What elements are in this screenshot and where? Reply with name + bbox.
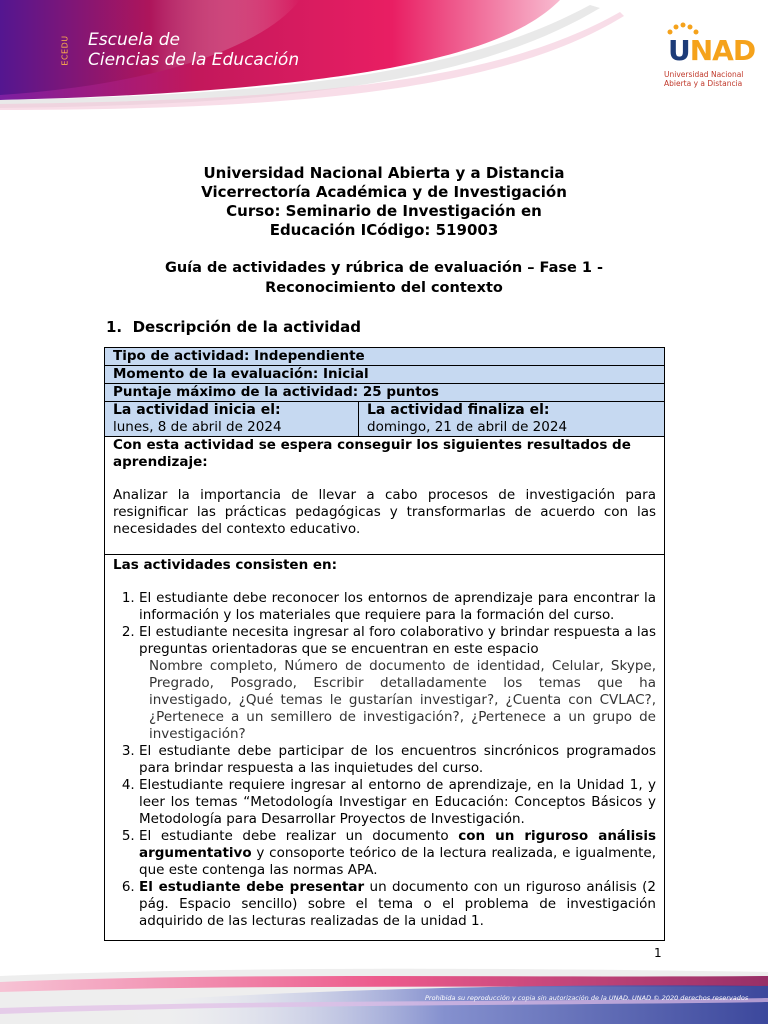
footer-banner-graphic [0,962,768,1024]
momento-cell: Momento de la evaluación: Inicial [105,366,665,384]
unad-subtitle-line2: Abierta y a Distancia [664,79,743,88]
guide-title [104,258,664,298]
list-item [139,590,656,624]
tipo-cell: Tipo de actividad: Independiente [105,348,665,366]
activity-2-questions: Nombre completo, Número de documento de identidad, Celular, Skype, Pregrado, Posgrado, Escribir detalladamente los temas que ha investigado, ¿Qué temas le gustarían investigar?, ¿Cuenta con CVLAC?, ¿Pertenece a un semillero de investigación?, ¿Pertenece a un grupo de investigación? [149,658,656,742]
section-heading [106,318,361,336]
activity-5-text-a: El estudiante debe realizar un documento [139,828,459,844]
activity-5-text-bold: con un riguroso análisis argumentativo [139,828,656,861]
table-row [105,348,665,366]
title-line4: Educación ICódigo: 519003 [269,221,499,239]
resultados-text: Analizar la importancia de llevar a cabo procesos de investigación para resignificar las prácticas pedagógicas y transformarlas de acuerdo con las necesidades del contexto educativo. [113,487,656,537]
ecedu-tag [62,32,76,72]
table-row [105,555,665,941]
title-line2: Vicerrectoría Académica y de Investigación [201,183,567,201]
finaliza-cell [359,402,665,437]
school-name-line1: Escuela de [88,30,180,50]
list-item [139,624,656,743]
list-item [139,777,656,828]
unad-subtitle [664,70,743,88]
school-name [88,30,299,70]
unad-wordmark-u: U [668,34,690,67]
activity-4-text: Elestudiante requiere ingresar al entorno de aprendizaje, en la Unidad 1, y leer los temas “Metodología Investigar en Educación: Conceptos Básicos y Metodología para Desarrollar Proyectos de Investigación. [139,777,656,827]
table-row [105,437,665,555]
activities-list [113,590,656,930]
table-row [105,402,665,437]
table-row [105,384,665,402]
inicia-cell [105,402,359,437]
inicia-label: La actividad inicia el: [113,402,281,418]
guide-title-line1: Guía de actividades y rúbrica de evaluación – Fase 1 - [164,260,604,276]
unad-wordmark-rest: NAD [689,34,756,67]
footer-notice: Prohibida su reproducción y copia sin autorización de la UNAD. [425,994,631,1002]
page-number: 1 [654,946,662,960]
actividades-cell [105,555,665,941]
list-item [139,743,656,777]
list-item [139,828,656,879]
activity-6-text-bold: El estudiante debe presentar [139,879,365,895]
unad-logo [640,22,756,94]
guide-title-line2: Reconocimiento del contexto [265,280,503,296]
unad-wordmark [668,34,755,67]
resultados-heading: Con esta actividad se espera conseguir los siguientes resultados de aprendizaje: [113,437,631,470]
activity-2-text: El estudiante necesita ingresar al foro colaborativo y brindar respuesta a las preguntas orientadoras que se encuentran en este espacio [139,624,656,657]
list-item [139,879,656,930]
table-row [105,366,665,384]
document-title [104,164,664,240]
finaliza-label: La actividad finaliza el: [367,402,550,418]
footer-banner [0,962,768,1024]
activity-6-text: un documento con un riguroso análisis (2 pág. Espacio sencillo) sobre el tema o el problema de investigación adquirido de las lecturas realizadas de la unidad 1. [139,879,657,929]
puntaje-cell: Puntaje máximo de la actividad: 25 puntos [105,384,665,402]
title-line1: Universidad Nacional Abierta y a Distancia [203,164,565,182]
resultados-cell [105,437,665,555]
section-title: Descripción de la actividad [132,318,362,336]
footer-rights: UNAD © 2020 derechos reservados [632,994,749,1002]
inicia-date: lunes, 8 de abril de 2024 [113,419,282,435]
activity-table [104,347,665,941]
activity-1-text: El estudiante debe reconocer los entornos de aprendizaje para encontrar la información y los materiales que requiere para la formación del curso. [139,590,656,623]
activity-3-text: El estudiante debe participar de los encuentros sincrónicos programados para brindar respuesta a las inquietudes del curso. [139,743,656,776]
activity-5-text-c: y consoporte teórico de la lectura realizada, e igualmente, que este contenga las normas APA. [139,845,656,878]
actividades-heading: Las actividades consisten en: [113,557,338,573]
ecedu-tag-text: ECEDU [60,35,70,66]
unad-subtitle-line1: Universidad Nacional [664,70,744,79]
finaliza-date: domingo, 21 de abril de 2024 [367,419,568,435]
title-line3: Curso: Seminario de Investigación en [226,202,542,220]
school-name-line2: Ciencias de la Educación [88,50,300,70]
section-number: 1. [106,318,123,336]
